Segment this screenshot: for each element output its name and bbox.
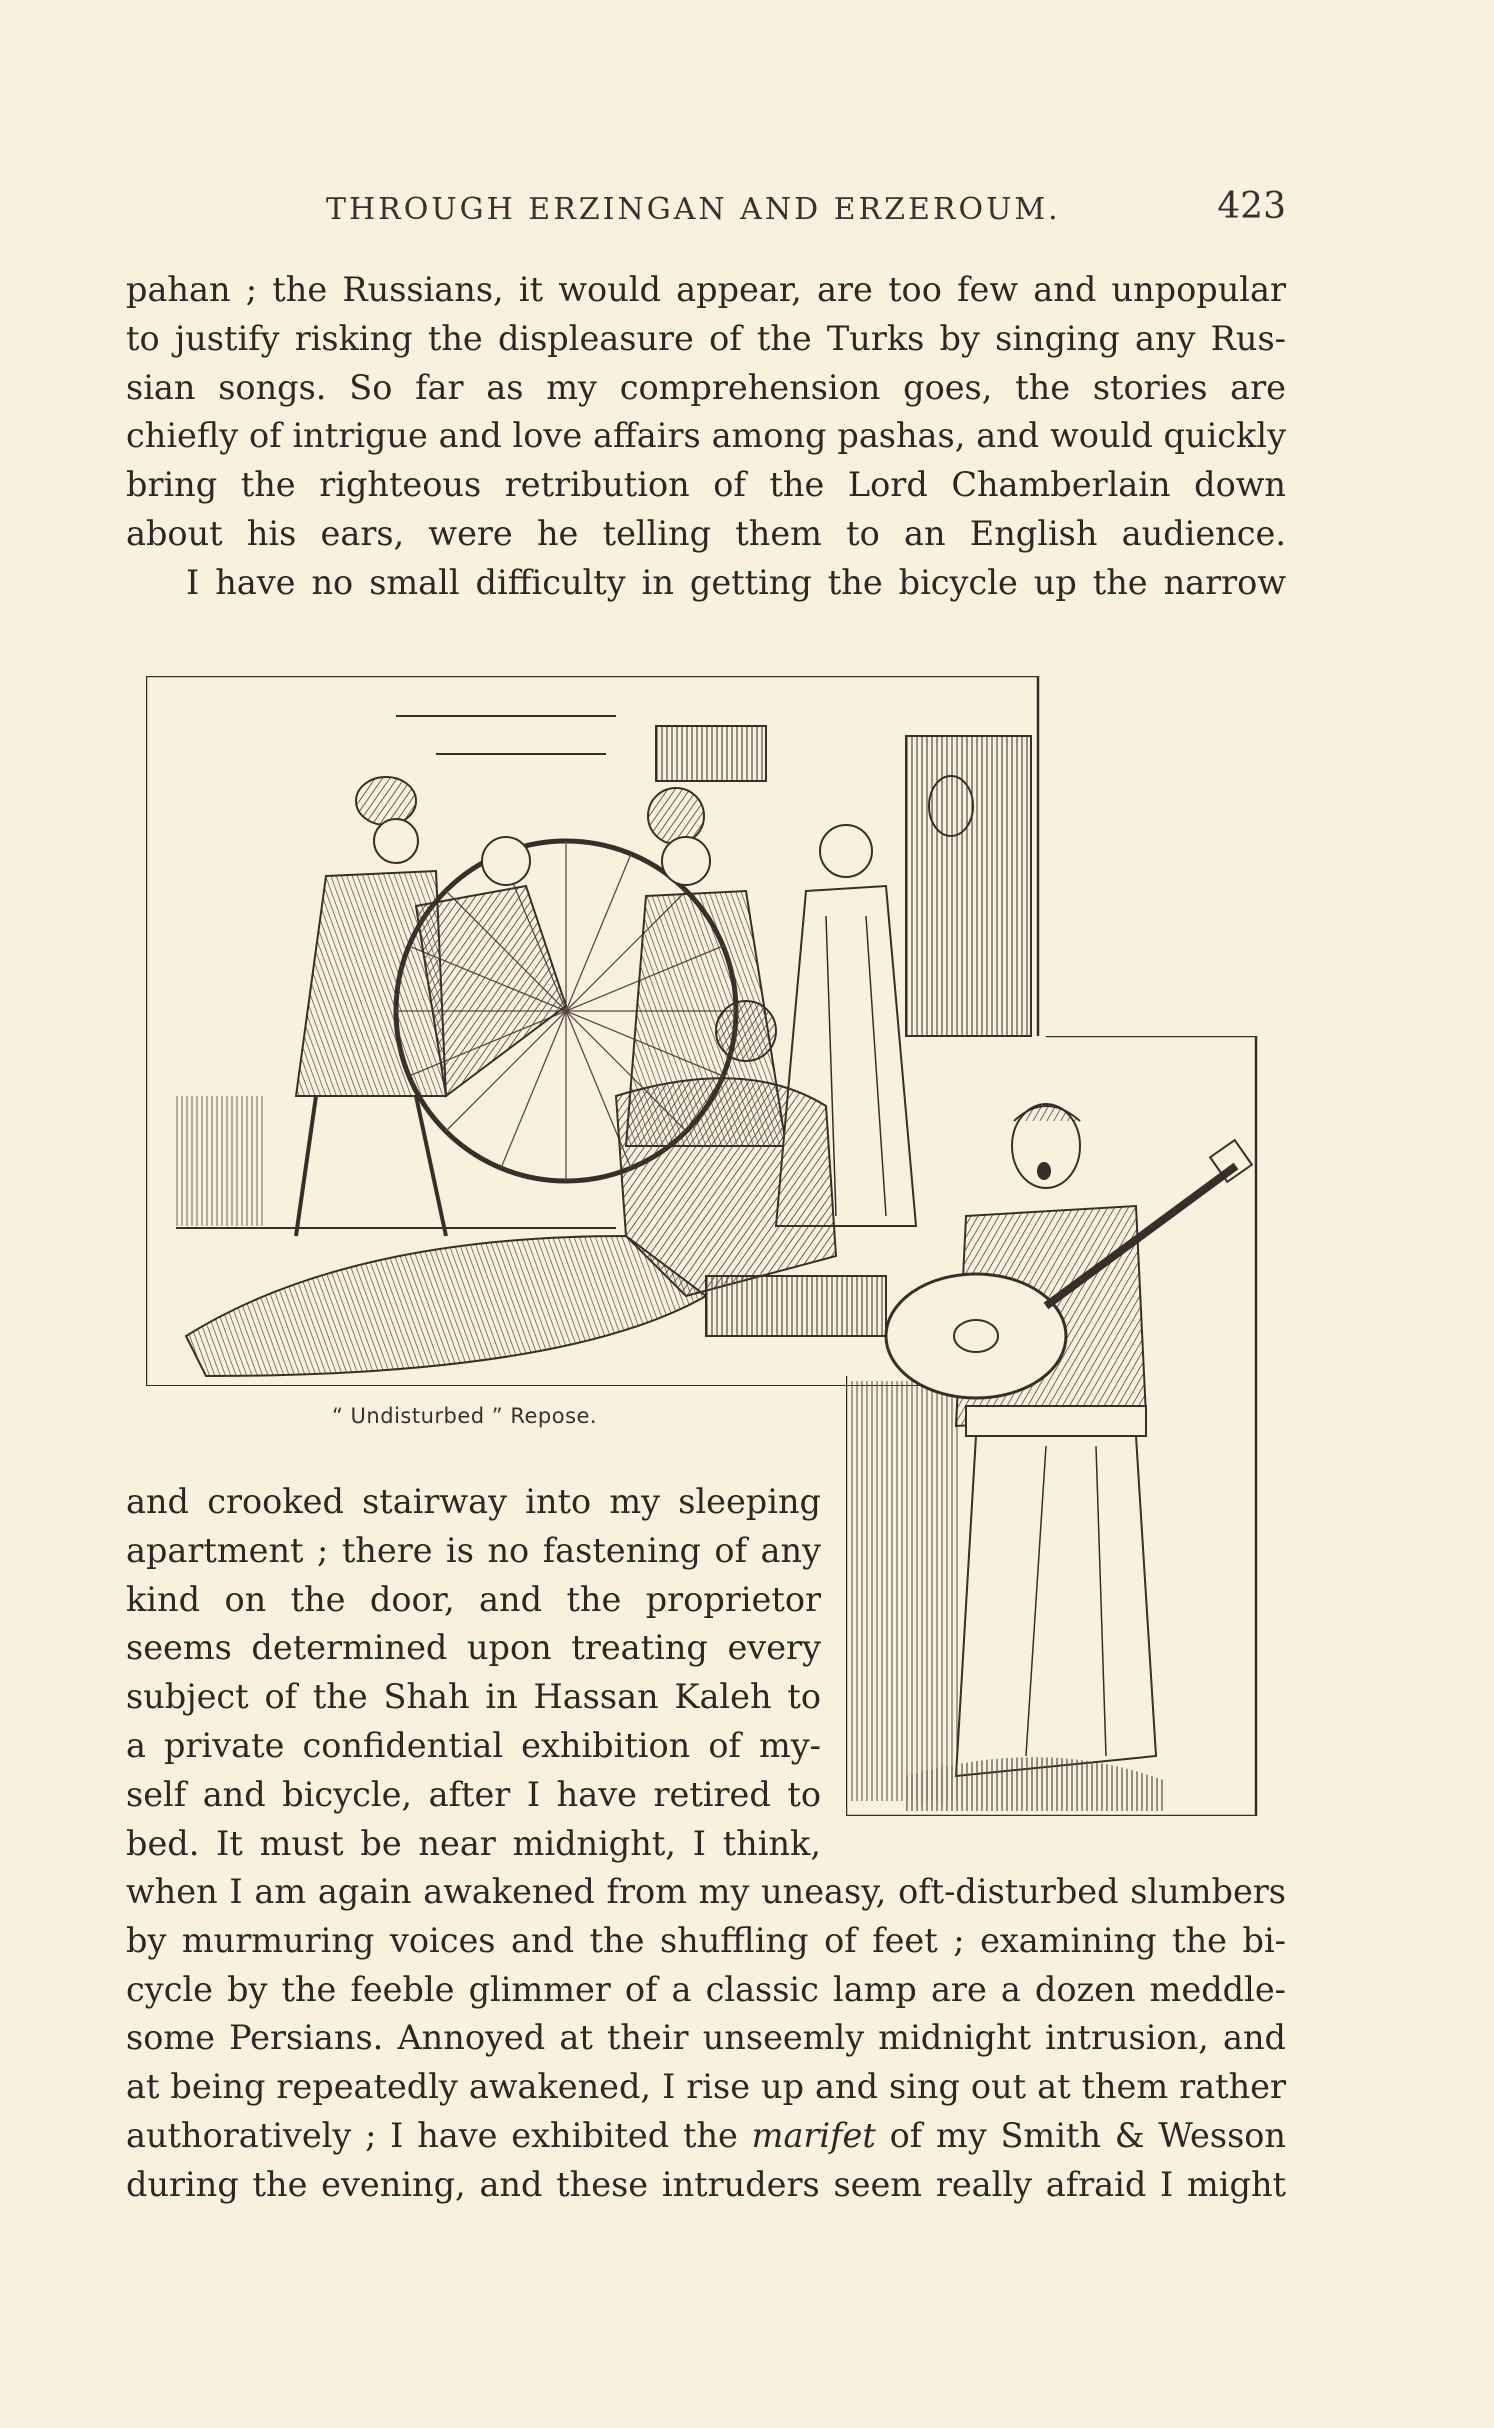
running-title: THROUGH ERZINGAN AND ERZEROUM. bbox=[326, 192, 1061, 227]
text-line: by murmuring voices and the shuffling of feet ; examining the bi- bbox=[126, 1920, 1286, 1960]
text-line: bring the righteous retribution of the Lord Chamberlain down bbox=[126, 465, 1286, 505]
text-line: chiefly of intrigue and love affairs among pashas, and would quickly bbox=[126, 416, 1286, 456]
text-line: during the evening, and these intruders seem really afraid I might bbox=[126, 2164, 1286, 2204]
text-line: seems determined upon treating every bbox=[126, 1628, 821, 1668]
text-line: subject of the Shah in Hassan Kaleh to bbox=[126, 1677, 821, 1717]
text-line: some Persians. Annoyed at their unseemly midnight intrusion, and bbox=[126, 2018, 1286, 2058]
text-line: to justify risking the displeasure of the Turks by singing any Rus- bbox=[126, 318, 1286, 358]
text-line: a private confidential exhibition of my- bbox=[126, 1725, 821, 1765]
text-line: cycle by the feeble glimmer of a classic lamp are a dozen meddle- bbox=[126, 1969, 1286, 2009]
illustration-caption: “ Undisturbed ” Repose. bbox=[332, 1404, 598, 1428]
text-line: about his ears, were he telling them to an English audience. bbox=[126, 513, 1286, 553]
paragraph-opening-line: I have no small difficulty in getting the bicycle up the narrow bbox=[186, 562, 1286, 602]
text-line: self and bicycle, after I have retired to bbox=[126, 1774, 821, 1814]
text-line: kind on the door, and the proprietor bbox=[126, 1579, 821, 1619]
italic-word: marifet bbox=[751, 2115, 876, 2155]
side-paragraph bbox=[126, 1478, 821, 1868]
page-number: 423 bbox=[1217, 186, 1286, 227]
text-line: at being repeatedly awakened, I rise up and sing out at them rather bbox=[126, 2067, 1286, 2107]
text-line: when I am again awakened from my uneasy, oft-disturbed slumbers bbox=[126, 1872, 1286, 1911]
text-line: pahan ; the Russians, it would appear, are too few and unpopular bbox=[126, 270, 1286, 309]
page-header bbox=[126, 186, 1286, 232]
top-paragraph bbox=[126, 266, 1286, 608]
text-line: and crooked stairway into my sleeping bbox=[126, 1482, 821, 1521]
text-segment: authoratively ; I have exhibited the bbox=[126, 2115, 752, 2155]
text-segment: of my Smith & Wesson bbox=[875, 2115, 1287, 2155]
text-line: apartment ; there is no fastening of any bbox=[126, 1530, 821, 1570]
text-line-with-italic bbox=[126, 2112, 1286, 2161]
bottom-paragraph bbox=[126, 1868, 1286, 2210]
text-line: sian songs. So far as my comprehension goes, the stories are bbox=[126, 367, 1286, 407]
illustration-singer-engraving bbox=[846, 1036, 1266, 1816]
text-line: bed. It must be near midnight, I think, bbox=[126, 1823, 821, 1863]
